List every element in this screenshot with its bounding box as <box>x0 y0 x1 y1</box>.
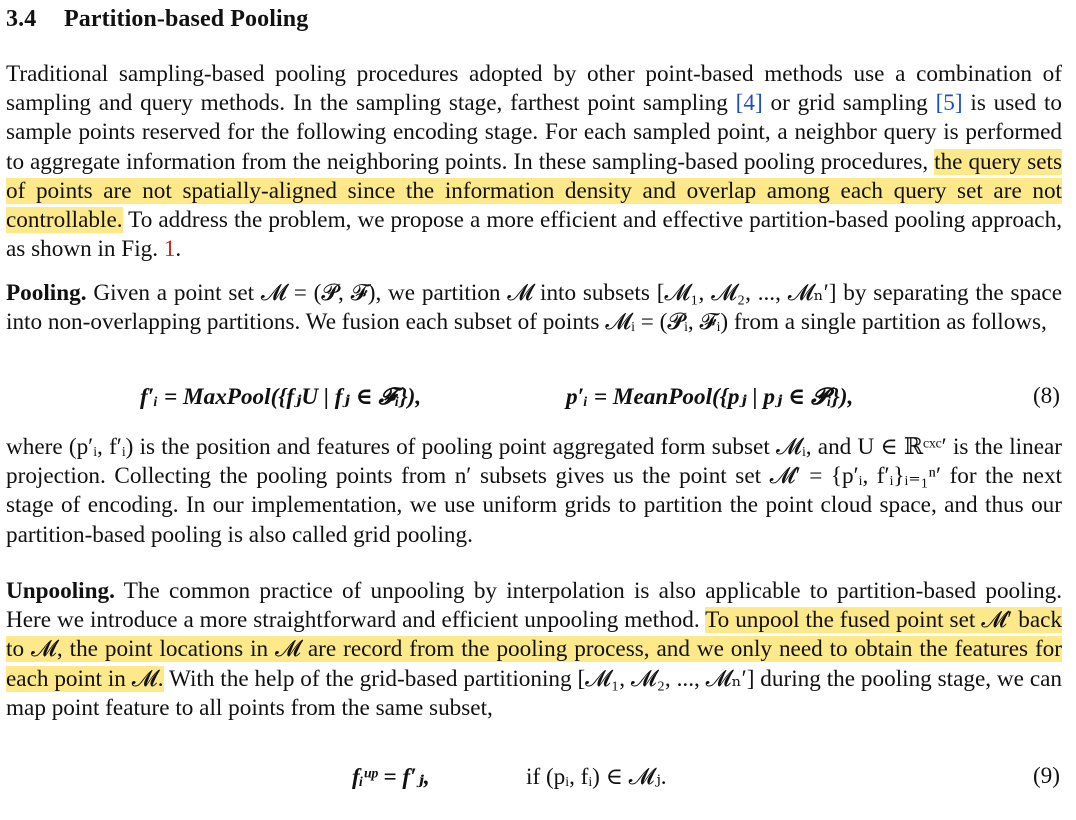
paragraph-where <box>6 433 1062 550</box>
highlighted-text-1: the query sets of points are not spatially-aligned since the information density and overlap among each query set are not controllable. <box>6 148 1062 234</box>
unpooling-text-1: The common practice of unpooling by interpolation is also applicable to partition-based pooling. Here we introduce a more straightforward and efficient unpooling method. <box>6 578 1062 634</box>
citation-link-5[interactable]: [5] <box>935 90 963 117</box>
intro-text-4: To address the problem, we propose a more efficient and effective partition-based pooling approach, as shown in Fig. <box>6 207 1062 263</box>
equation-8-right: p′ᵢ = MeanPool({pⱼ | pⱼ ∈ 𝓟ᵢ}), <box>566 384 854 410</box>
pooling-text: Given a point set 𝓜 = (𝓟, 𝓕), we partition 𝓜 into subsets [𝓜₁, 𝓜₂, ..., 𝓜ₙ′] by separating the space into non-overlapping partitions. We fusion each subset of points 𝓜ᵢ = (𝓟ᵢ, 𝓕ᵢ) from a single partition as follows, <box>6 280 1063 336</box>
paragraph-pooling <box>6 279 1062 337</box>
equation-9-right: if (pᵢ, fᵢ) ∈ 𝓜ⱼ. <box>526 764 667 790</box>
unpooling-lead: Unpooling. <box>6 578 115 604</box>
paragraph-unpooling <box>6 577 1062 723</box>
section-number: 3.4 <box>6 6 37 32</box>
intro-text-5: . <box>175 236 182 263</box>
section-heading <box>6 6 308 33</box>
highlighted-text-2: To unpool the fused point set 𝓜′ back to 𝓜, the point locations in 𝓜 are record from the pooling process, and we only need to obtain the features for each point in 𝓜. <box>6 607 1062 692</box>
equation-9-left: fᵢᵘᵖ = f′ⱼ, <box>352 764 430 790</box>
equation-8-number: (8) <box>1032 383 1060 409</box>
equation-9-number: (9) <box>1032 763 1060 789</box>
equation-8 <box>6 383 1064 417</box>
figure-link[interactable]: 1 <box>163 236 176 263</box>
intro-text-2: or grid sampling <box>762 90 936 117</box>
unpooling-text-2: With the help of the grid-based partitioning [𝓜₁, 𝓜₂, ..., 𝓜ₙ′] during the pooling stage, we can map point feature to all points from the same subset, <box>6 665 1063 721</box>
intro-text-3: is used to sample points reserved for the following encoding stage. For each sampled point, a neighbor query is performed to aggregate information from the neighboring points. In these sampling-based pooling procedures, <box>6 90 1062 175</box>
section-title: Partition-based Pooling <box>64 6 309 32</box>
equation-8-left: f′ᵢ = MaxPool({fⱼU | fⱼ ∈ 𝓕ᵢ}), <box>140 384 422 410</box>
intro-text-1: Traditional sampling-based pooling procedures adopted by other point-based methods use a combination of sampling and query methods. In the sampling stage, farthest point sampling <box>6 61 1062 117</box>
pooling-lead: Pooling. <box>6 280 87 306</box>
equation-9 <box>6 763 1064 797</box>
paragraph-intro <box>6 60 1062 264</box>
citation-link-4[interactable]: [4] <box>735 90 763 117</box>
where-text: where (p′ᵢ, f′ᵢ) is the position and features of pooling point aggregated form subset 𝓜ᵢ, and U ∈ ℝᶜˣᶜ′ is the linear projection. Collecting the pooling points from n′ subsets gives us the point set 𝓜′ = {p′ᵢ, f′ᵢ}ᵢ₌₁ⁿ′ for the next stage of encoding. In our implementation, we use uniform grids to partition the point cloud space, and thus our partition-based pooling is also called grid pooling. <box>6 434 1062 548</box>
